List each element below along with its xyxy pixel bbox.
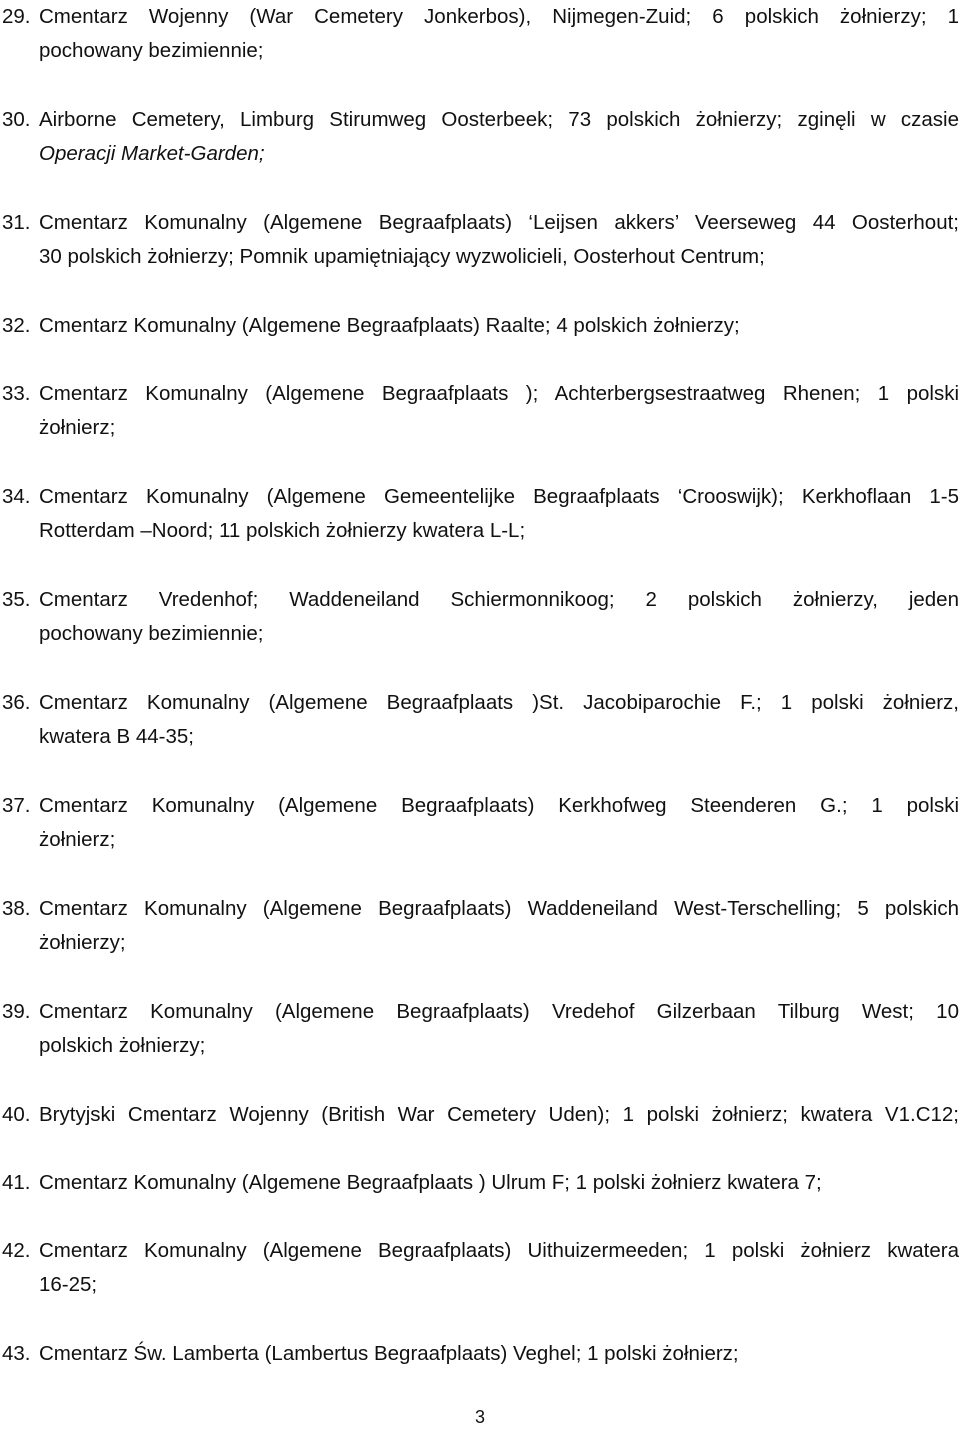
list-item (0, 1098, 960, 1132)
item-text-line: żołnierz; (39, 828, 116, 851)
item-text-line: pochowany bezimiennie; (39, 622, 264, 645)
list-item (0, 206, 960, 274)
item-text-line: Cmentarz Komunalny (Algemene Begraafplaats ) Ulrum F; 1 polski żołnierz kwatera 7; (39, 1171, 822, 1194)
list-item (0, 309, 960, 343)
list-item (0, 1337, 960, 1371)
item-number: 36. (2, 691, 31, 714)
item-text-line: Brytyjski Cmentarz Wojenny (British War Cemetery Uden); 1 polski żołnierz; kwatera V1.C12; (39, 1103, 959, 1126)
item-text-line: Cmentarz Komunalny (Algemene Begraafplaats )St. Jacobiparochie F.; 1 polski żołnierz, (39, 691, 959, 714)
list-item (0, 1234, 960, 1302)
item-number: 43. (2, 1342, 31, 1365)
item-number: 35. (2, 588, 31, 611)
item-text-line: Airborne Cemetery, Limburg Stirumweg Oosterbeek; 73 polskich żołnierzy; zginęli w czasie (39, 108, 959, 131)
item-number: 39. (2, 1000, 31, 1023)
item-text-line: kwatera B 44-35; (39, 725, 194, 748)
item-text-line: pochowany bezimiennie; (39, 39, 264, 62)
page-number: 3 (474, 1407, 485, 1427)
item-text-line: żołnierzy; (39, 931, 126, 954)
item-number: 32. (2, 314, 31, 337)
list-item (0, 686, 960, 754)
list-item (0, 892, 960, 960)
item-text-line: 16-25; (39, 1273, 98, 1296)
item-text-line: Cmentarz Komunalny (Algemene Begraafplaats) Kerkhofweg Steenderen G.; 1 polski (39, 794, 959, 817)
item-number: 38. (2, 897, 31, 920)
item-text-line: Cmentarz Komunalny (Algemene Begraafplaats) Vredehof Gilzerbaan Tilburg West; 10 (39, 1000, 959, 1023)
list-item (0, 103, 960, 171)
item-number: 40. (2, 1103, 31, 1126)
item-text-line: Cmentarz Vredenhof; Waddeneiland Schiermonnikoog; 2 polskich żołnierzy, jeden (39, 588, 959, 611)
item-number: 31. (2, 211, 31, 234)
list-item (0, 789, 960, 857)
list-item (0, 583, 960, 651)
item-text-line: Cmentarz Komunalny (Algemene Begraafplaats) Raalte; 4 polskich żołnierzy; (39, 314, 740, 337)
item-text-line: Rotterdam –Noord; 11 polskich żołnierzy kwatera L-L; (39, 519, 526, 542)
item-text-line: Cmentarz Komunalny (Algemene Begraafplaats ); Achterbergsestraatweg Rhenen; 1 polski (39, 382, 959, 405)
item-text-line: Cmentarz Św. Lamberta (Lambertus Begraafplaats) Veghel; 1 polski żołnierz; (39, 1342, 739, 1365)
item-number: 34. (2, 485, 31, 508)
list-item (0, 480, 960, 548)
item-number: 37. (2, 794, 31, 817)
item-text-line: Cmentarz Komunalny (Algemene Begraafplaats) ‘Leijsen akkers’ Veerseweg 44 Oosterhout; (39, 211, 959, 234)
item-text-line: Cmentarz Komunalny (Algemene Gemeentelijke Begraafplaats ‘Crooswijk); Kerkhoflaan 1-5 (39, 485, 959, 508)
item-number: 42. (2, 1239, 31, 1262)
item-number: 41. (2, 1171, 31, 1194)
item-text-line: Cmentarz Wojenny (War Cemetery Jonkerbos), Nijmegen-Zuid; 6 polskich żołnierzy; 1 (39, 5, 959, 28)
item-text-line: żołnierz; (39, 416, 116, 439)
item-text-line: Cmentarz Komunalny (Algemene Begraafplaats) Uithuizermeeden; 1 polski żołnierz kwatera (39, 1239, 959, 1262)
item-text-line: 30 polskich żołnierzy; Pomnik upamiętniający wyzwolicieli, Oosterhout Centrum; (39, 245, 765, 268)
list-item (0, 0, 960, 68)
list-item (0, 995, 960, 1063)
item-text-line: Operacji Market-Garden; (39, 142, 265, 165)
item-text-line: Cmentarz Komunalny (Algemene Begraafplaats) Waddeneiland West-Terschelling; 5 polskich (39, 897, 959, 920)
item-number: 30. (2, 108, 31, 131)
list-item (0, 377, 960, 445)
item-number: 33. (2, 382, 31, 405)
list-item (0, 1166, 960, 1200)
item-number: 29. (2, 5, 31, 28)
item-text-line: polskich żołnierzy; (39, 1034, 206, 1057)
